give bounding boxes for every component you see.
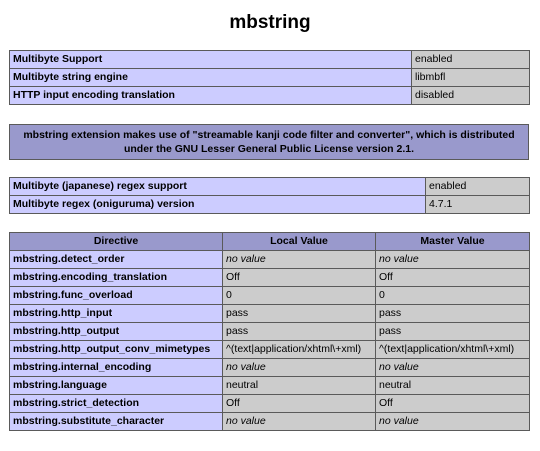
master-value: Off [376,395,530,413]
license-notice-table [9,124,529,160]
local-value: Off [223,395,376,413]
table-row [10,341,530,359]
table-row [10,323,530,341]
table-row [10,69,530,87]
directive-name: mbstring.http_output [10,323,223,341]
table-row [10,251,530,269]
directive-name: mbstring.substitute_character [10,413,223,431]
table-row [10,395,530,413]
directive-name: mbstring.detect_order [10,251,223,269]
master-value: neutral [376,377,530,395]
table-row [10,287,530,305]
row-label: Multibyte string engine [10,69,412,87]
table-row [10,125,529,160]
row-label: HTTP input encoding translation [10,87,412,105]
row-value: enabled [426,178,530,196]
local-value: no value [223,359,376,377]
table-row [10,87,530,105]
local-value: no value [223,413,376,431]
directive-name: mbstring.strict_detection [10,395,223,413]
local-value: 0 [223,287,376,305]
master-value: pass [376,323,530,341]
table-row [10,377,530,395]
table-row [10,196,530,214]
table-row [10,413,530,431]
master-value: Off [376,269,530,287]
regex-info-table [9,177,530,214]
row-label: Multibyte (japanese) regex support [10,178,426,196]
local-value: neutral [223,377,376,395]
row-label: Multibyte regex (oniguruma) version [10,196,426,214]
license-notice: mbstring extension makes use of "streamable kanji code filter and converter", which is distributed under the GNU Lesser General Public License version 2.1. [10,125,529,160]
directive-name: mbstring.http_output_conv_mimetypes [10,341,223,359]
table-row [10,178,530,196]
mbstring-info-table [9,50,530,105]
column-header-local-value: Local Value [223,233,376,251]
row-label: Multibyte Support [10,51,412,69]
master-value: pass [376,305,530,323]
directives-table [9,232,530,431]
row-value: disabled [412,87,530,105]
master-value: no value [376,359,530,377]
directive-name: mbstring.func_overload [10,287,223,305]
table-row [10,305,530,323]
local-value: pass [223,305,376,323]
master-value: ^(text|application/xhtml\+xml) [376,341,530,359]
master-value: no value [376,251,530,269]
directive-name: mbstring.language [10,377,223,395]
column-header-master-value: Master Value [376,233,530,251]
local-value: ^(text|application/xhtml\+xml) [223,341,376,359]
row-value: libmbfl [412,69,530,87]
row-value: 4.7.1 [426,196,530,214]
directive-name: mbstring.encoding_translation [10,269,223,287]
master-value: no value [376,413,530,431]
page-title: mbstring [229,12,311,33]
table-row [10,51,530,69]
table-header-row [10,233,530,251]
local-value: pass [223,323,376,341]
local-value: Off [223,269,376,287]
column-header-directive: Directive [10,233,223,251]
master-value: 0 [376,287,530,305]
directive-name: mbstring.http_input [10,305,223,323]
table-row [10,359,530,377]
table-row [10,269,530,287]
directive-name: mbstring.internal_encoding [10,359,223,377]
row-value: enabled [412,51,530,69]
local-value: no value [223,251,376,269]
